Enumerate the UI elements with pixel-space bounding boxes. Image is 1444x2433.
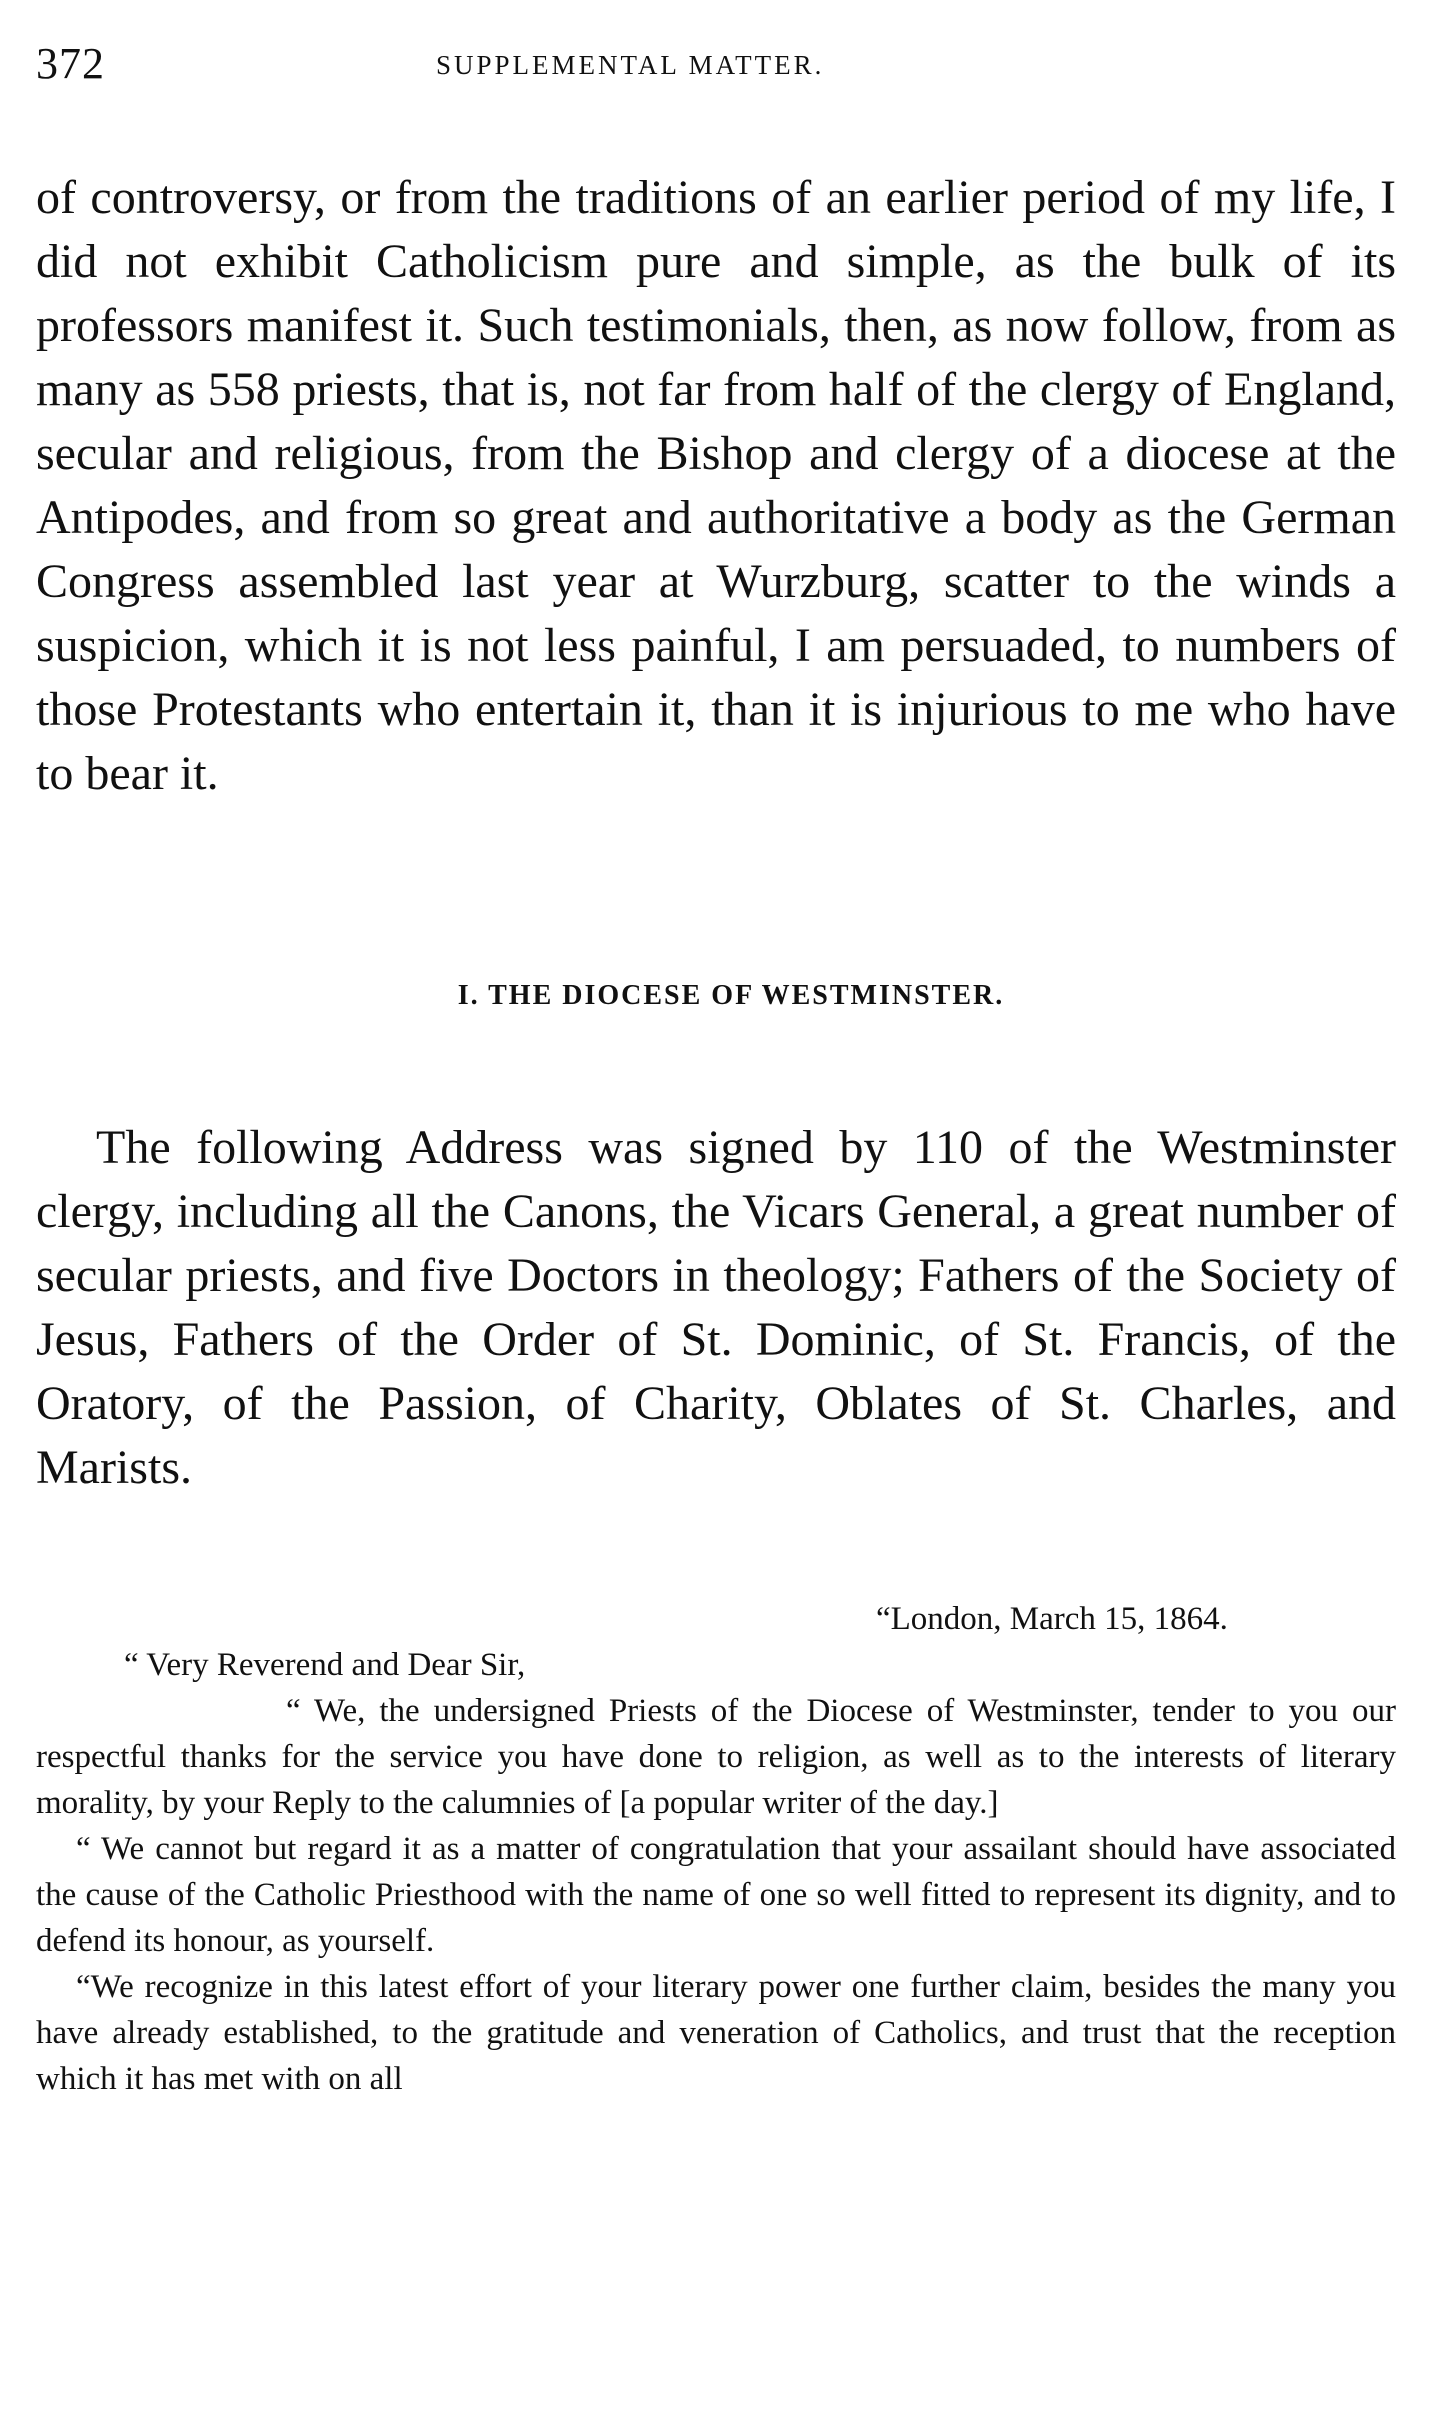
letter-paragraph: “ We cannot but regard it as a matter of congratulation that your assailant should have associated the cause of the Catholic Priesthood with the name of one so well fitted to represent its dignity, and to defend its honour, as yourself. [36,1831,1396,1959]
lead-paragraph: The following Address was signed by 110 of the Westminster clergy, including all the Canons, the Vicars General, a great number of secular priests, and five Doctors in theology; Fathers of the Society of Jesus, Fathers of the Order of St. Dominic, of St. Francis, of the Oratory, of the Passion, of Charity, Oblates of St. Charles, and Marists. [36,1121,1396,1494]
page-number: 372 [36,39,105,88]
letter-paragraph: “ We, the undersigned Priests of the Diocese of Westminster, tender to you our respectful thanks for the service you have done to religion, as well as to the interests of literary morality, by your Reply to the calumnies of [a popular writer of the day.] [36,1693,1396,1821]
letter [36,1596,1396,2102]
letter-dateline: “London, March 15, 1864. [876,1601,1228,1637]
letter-paragraph: “We recognize in this latest effort of your literary power one further claim, besides the many you have already established, to the gratitude and veneration of Catholics, and trust that the reception which it has met with on all [36,1969,1396,2097]
running-title: SUPPLEMENTAL MATTER. [436,50,825,80]
letter-salutation: “ Very Reverend and Dear Sir, [124,1647,526,1683]
section-heading: I. THE DIOCESE OF WESTMINSTER. [457,980,1005,1011]
intro-paragraph: of controversy, or from the traditions of an earlier period of my life, I did not exhibit Catholicism pure and simple, as the bulk of its professors manifest it. Such testimonials, then, as now follow, from as many as 558 priests, that is, not far from half of the clergy of England, secular and religious, from the Bishop and clergy of a diocese at the Antipodes, and from so great and authoritative a body as the German Congress assembled last year at Wurzburg, scatter to the winds a suspicion, which it is not less painful, I am persuaded, to numbers of those Protestants who entertain it, than it is injurious to me who have to bear it. [36,171,1396,800]
running-head [36,38,1396,98]
